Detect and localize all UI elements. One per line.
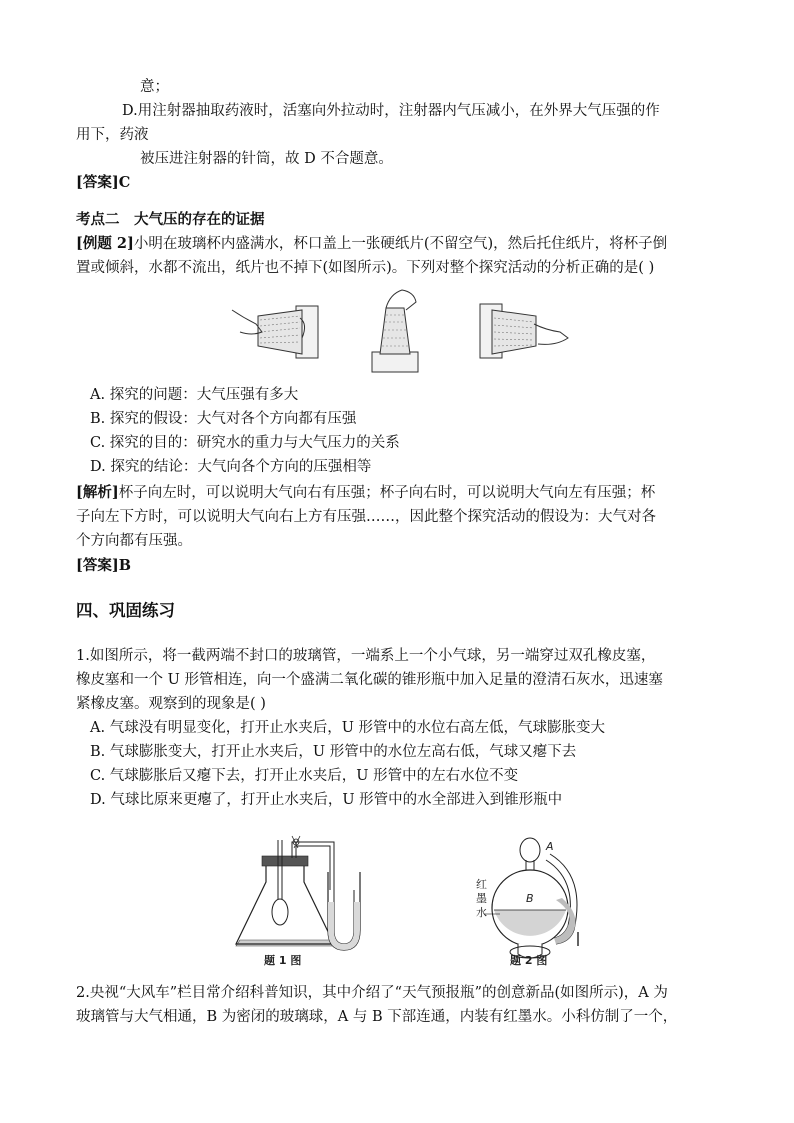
example2-option-c: C. 探究的目的：研究水的重力与大气压力的关系 [90, 435, 400, 451]
fig2-ink-label-3: 水 [476, 906, 487, 919]
section2-title: 考点二 大气压的存在的证据 [76, 211, 265, 228]
example2-analysis-label: [解析] [76, 484, 119, 501]
fig2-caption: 题 2 图 [510, 954, 548, 967]
q1-option-a: A. 气球没有明显变化，打开止水夹后，U 形管中的水位右高左低，气球膨胀变大 [90, 720, 606, 736]
prev-option-d-line3: 被压进注射器的针筒，故 D 不合题意。 [140, 151, 393, 167]
example2-option-d: D. 探究的结论：大气向各个方向的压强相等 [90, 459, 372, 475]
cup-left-figure [232, 306, 318, 358]
q1-stem-line3: 紧橡皮塞。观察到的现象是( ) [76, 696, 266, 712]
prev-option-d-line1: D.用注射器抽取药液时，活塞向外拉动时，注射器内气压减小，在外界大气压强的作 [122, 103, 660, 119]
q2-stem-line1: 2.央视“大风车”栏目常介绍科普知识，其中介绍了“天气预报瓶”的创意新品(如图所示)，A 为 [76, 985, 668, 1001]
example2-analysis-line3: 个方向都有压强。 [76, 533, 192, 549]
example2-analysis-line2: 子向左下方时，可以说明大气向右上方有压强……，因此整个探究活动的假设为：大气对各 [76, 509, 656, 525]
example2-answer: [答案]B [76, 557, 131, 574]
q1-figure [222, 832, 372, 967]
section4-title: 四、巩固练习 [76, 601, 175, 620]
q2-figure [470, 820, 590, 968]
example2-option-b: B. 探究的假设：大气对各个方向都有压强 [90, 411, 357, 427]
cup-right-figure [480, 304, 568, 358]
prev-option-d-line2: 用下，药液 [76, 127, 149, 143]
cup-inverted-figure [372, 290, 418, 372]
example2-stem-line1 [76, 233, 667, 255]
example2-label: [例题 2] [76, 235, 134, 252]
example2-option-a: A. 探究的问题：大气压强有多大 [90, 387, 299, 403]
example2-stem-text1: 小明在玻璃杯内盛满水，杯口盖上一张硬纸片(不留空气)，然后托住纸片，将杯子倒 [133, 236, 668, 252]
q1-option-c: C. 气球膨胀后又瘪下去，打开止水夹后，U 形管中的左右水位不变 [90, 768, 519, 784]
prev-answer: [答案]C [76, 174, 131, 191]
example2-figure [230, 288, 570, 378]
example2-analysis-text1: 杯子向左时，可以说明大气向右有压强；杯子向右时，可以说明大气向左有压强；杯 [118, 485, 656, 501]
prev-option-tail: 意； [140, 79, 169, 95]
fig2-label-b: B [526, 892, 534, 905]
q1-stem-line1: 1.如图所示，将一截两端不封口的玻璃管，一端系上一个小气球，另一端穿过双孔橡皮塞， [76, 648, 656, 664]
fig1-caption: 题 1 图 [264, 954, 302, 967]
q2-stem-line2: 玻璃管与大气相通，B 为密闭的玻璃球，A 与 B 下部连通，内装有红墨水。小科仿制了一个， [76, 1009, 678, 1025]
example2-stem-line2: 置或倾斜，水都不流出，纸片也不掉下(如图所示)。下列对整个探究活动的分析正确的是( ) [76, 260, 655, 276]
fig2-ink-label-1: 红 [476, 878, 487, 891]
fig2-ink-label-2: 墨 [476, 892, 487, 905]
q1-stem-line2: 橡皮塞和一个 U 形管相连，向一个盛满二氧化碳的锥形瓶中加入足量的澄清石灰水，迅速塞 [76, 672, 663, 688]
q1-option-b: B. 气球膨胀变大，打开止水夹后，U 形管中的水位左高右低，气球又瘪下去 [90, 744, 577, 760]
fig2-label-a: A [546, 840, 554, 853]
example2-analysis-line1 [76, 482, 655, 504]
q1-option-d: D. 气球比原来更瘪了，打开止水夹后，U 形管中的水全部进入到锥形瓶中 [90, 792, 563, 808]
